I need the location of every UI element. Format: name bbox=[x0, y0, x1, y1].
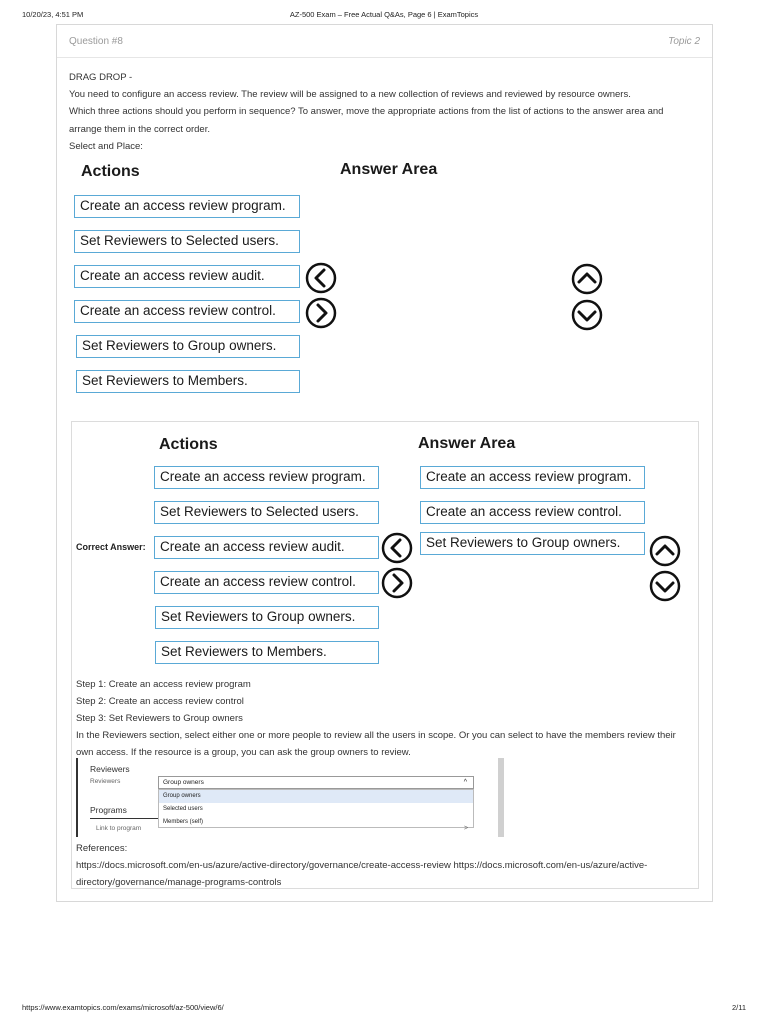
correct-answer-label: Correct Answer: bbox=[76, 542, 146, 552]
exhibit-drag-drop bbox=[71, 163, 701, 395]
move-right-icon[interactable] bbox=[305, 297, 337, 329]
exhibit-action-item[interactable]: Create an access review program. bbox=[74, 195, 300, 218]
move-down-icon[interactable] bbox=[571, 299, 603, 331]
references bbox=[76, 840, 694, 891]
exhibit-action-item[interactable]: Set Reviewers to Group owners. bbox=[76, 335, 300, 358]
print-title: AZ-500 Exam – Free Actual Q&As, Page 6 | ExamTopics bbox=[289, 10, 479, 19]
print-footer bbox=[0, 1003, 768, 1015]
answer-area-item[interactable]: Create an access review program. bbox=[420, 466, 645, 489]
question-text-2: Which three actions should you perform in sequence? To answer, move the appropriate actions from the list of actions to the answer area and arrange them in the correct order. bbox=[69, 106, 664, 135]
reviewers-select[interactable] bbox=[158, 776, 474, 789]
exhibit-action-item[interactable]: Create an access review control. bbox=[74, 300, 300, 323]
reviewers-option[interactable]: Selected users bbox=[163, 806, 203, 812]
reviewers-options-list bbox=[158, 789, 474, 828]
references-links[interactable]: https://docs.microsoft.com/en-us/azure/active-directory/governance/create-access-review https://docs.microsoft.com/en-us/azure/active-directory/governance/manage-programs-controls bbox=[76, 860, 648, 888]
move-down-icon[interactable] bbox=[649, 570, 681, 602]
question-type: DRAG DROP - bbox=[69, 72, 133, 83]
question-card bbox=[56, 24, 713, 902]
programs-section-title: Programs bbox=[90, 805, 127, 815]
programs-underline bbox=[90, 818, 158, 819]
question-topic: Topic 2 bbox=[668, 36, 700, 47]
exhibit-action-item[interactable]: Create an access review audit. bbox=[74, 265, 300, 288]
reviewers-section-title: Reviewers bbox=[90, 764, 130, 774]
answer-drag-drop bbox=[152, 432, 692, 668]
reviewers-field-label: Reviewers bbox=[90, 778, 121, 785]
answer-action-item[interactable]: Create an access review audit. bbox=[154, 536, 379, 559]
explanation-step-1: Step 1: Create an access review program bbox=[76, 679, 251, 690]
answer-area-item[interactable]: Create an access review control. bbox=[420, 501, 645, 524]
explanation-step-3: Step 3: Set Reviewers to Group owners bbox=[76, 713, 243, 724]
reviewers-option[interactable]: Members (self) bbox=[163, 819, 204, 825]
answer-area-item[interactable]: Set Reviewers to Group owners. bbox=[420, 532, 645, 555]
reviewers-option[interactable]: Group owners bbox=[159, 790, 473, 803]
answer-action-item[interactable]: Set Reviewers to Members. bbox=[155, 641, 379, 664]
exhibit-actions-heading: Actions bbox=[81, 163, 140, 180]
move-up-icon[interactable] bbox=[649, 535, 681, 567]
explanation-detail: In the Reviewers section, select either one or more people to review all the users in scope. Or you can select to have the members review their own access. If the resource is a group, you can ask the group owners to review. bbox=[76, 730, 676, 758]
exhibit-answer-heading: Answer Area bbox=[340, 161, 438, 178]
answer-action-item[interactable]: Create an access review program. bbox=[154, 466, 379, 489]
answer-action-item[interactable]: Set Reviewers to Selected users. bbox=[154, 501, 379, 524]
move-right-icon[interactable] bbox=[381, 567, 413, 599]
reviewers-select-value: Group owners bbox=[163, 779, 204, 786]
screenshot-left-border bbox=[76, 758, 78, 837]
answer-area-heading: Answer Area bbox=[418, 435, 516, 452]
question-number: Question #8 bbox=[69, 36, 123, 47]
question-header bbox=[57, 25, 712, 58]
question-body bbox=[69, 69, 689, 155]
correct-answer-box bbox=[71, 421, 699, 889]
reviewers-screenshot bbox=[76, 758, 504, 837]
answer-action-item[interactable]: Create an access review control. bbox=[154, 571, 379, 594]
print-header bbox=[0, 10, 768, 22]
move-left-icon[interactable] bbox=[305, 262, 337, 294]
link-to-program-label: Link to program bbox=[96, 825, 142, 832]
explanation bbox=[76, 676, 694, 761]
print-datetime: 10/20/23, 4:51 PM bbox=[22, 10, 84, 19]
references-label: References: bbox=[76, 843, 128, 854]
exhibit-action-item[interactable]: Set Reviewers to Selected users. bbox=[74, 230, 300, 253]
chevron-up-icon: ^ bbox=[463, 779, 467, 786]
move-left-icon[interactable] bbox=[381, 532, 413, 564]
select-and-place-label: Select and Place: bbox=[69, 140, 143, 152]
screenshot-scrollbar bbox=[498, 758, 504, 837]
explanation-step-2: Step 2: Create an access review control bbox=[76, 696, 244, 707]
chevron-right-icon[interactable]: > bbox=[464, 825, 469, 832]
move-up-icon[interactable] bbox=[571, 263, 603, 295]
answer-actions-heading: Actions bbox=[159, 436, 218, 453]
exhibit-action-item[interactable]: Set Reviewers to Members. bbox=[76, 370, 300, 393]
question-text-1: You need to configure an access review. The review will be assigned to a new collection of reviews and reviewed by resource owners. bbox=[69, 89, 631, 101]
answer-action-item[interactable]: Set Reviewers to Group owners. bbox=[155, 606, 379, 629]
print-page-number: 2/11 bbox=[731, 1003, 746, 1012]
print-url: https://www.examtopics.com/exams/microsoft/az-500/view/6/ bbox=[22, 1003, 224, 1012]
